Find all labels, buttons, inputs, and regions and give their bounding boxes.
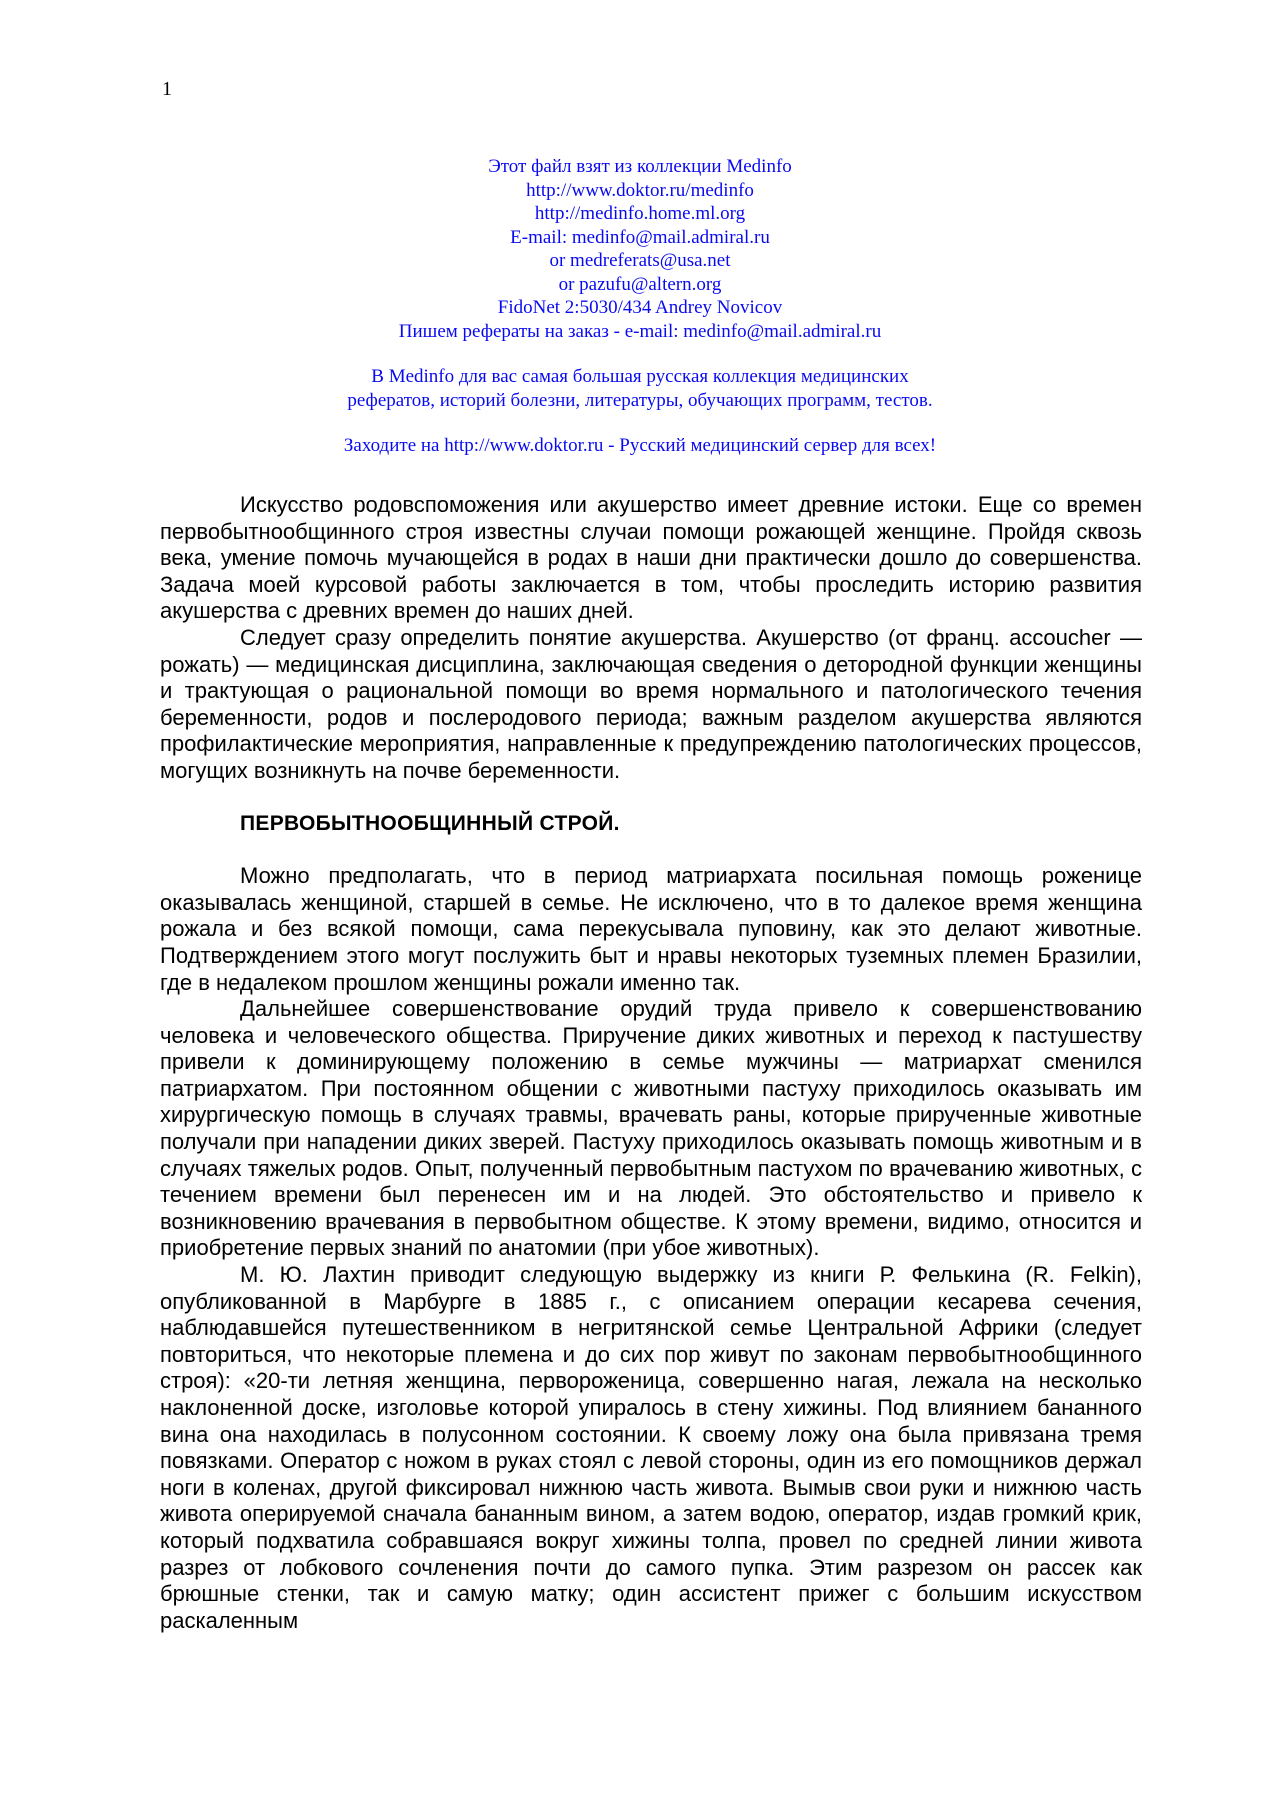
header-link[interactable]: http://www.doktor.ru/medinfo xyxy=(526,179,754,201)
visit-line: Заходите на http://www.doktor.ru - Русский медицинский сервер для всех! xyxy=(343,435,937,456)
header-email[interactable]: or medreferats@usa.net xyxy=(549,250,731,271)
header-line: Этот файл взят из коллекции Medinfo xyxy=(488,156,792,177)
header-email[interactable]: E-mail: medinfo@mail.admiral.ru xyxy=(510,226,770,248)
paragraph: Искусство родовспоможения или акушерство имеет древние истоки. Еще со времен первобытнообщинного строя известны случаи помощи рожающей женщине. Пройдя сквозь века, умение помочь мучающейся в родах в наши дни практически дошло до совершенства. Задача моей курсовой работы заключается в том, чтобы проследить историю развития акушерства с древних времен до наших дней. xyxy=(160,492,1142,624)
promo-line: рефератов, историй болезни, литературы, обучающих программ, тестов. xyxy=(347,389,933,411)
header-line: FidoNet 2:5030/434 Andrey Novicov xyxy=(497,297,783,318)
article-body xyxy=(160,492,1142,1634)
paragraph: М. Ю. Лахтин приводит следующую выдержку из книги Р. Фелькина (R. Felkin), опубликованной в Марбурге в 1885 г., с описанием операции кесарева сечения, наблюдавшейся путешественником в негритянской семье Центральной Африки (следует повториться, что некоторые племена и до сих пор живут по законам первобытнообщинного строя): «20-ти летняя женщина, первороженица, совершенно нагая, лежала на несколько наклоненной доске, изголовье которой упиралось в стену хижины. Под влиянием бананного вина она находилась в полусонном состоянии. К своему ложу она была привязана тремя повязками. Оператор с ножом в руках стоял с левой стороны, один из его помощников держал ноги в коленах, другой фиксировал нижнюю часть живота. Вымыв свои руки и нижнюю часть живота оперируемой сначала бананным вином, а затем водою, оператор, издав громкий крик, который подхватила собравшаяся вокруг хижины толпа, провел по средней линии живота разрез от лобкового сочленения почти до самого пупка. Этим разрезом он рассек как брюшные стенки, так и самую матку; один ассистент прижег с большим искусством раскаленным xyxy=(160,1262,1142,1633)
paragraph: Дальнейшее совершенствование орудий труда привело к совершенствованию человека и человеческого общества. Приручение диких животных и переход к пастушеству привели к доминирующему положению в семье мужчины — матриархат сменился патриархатом. При постоянном общении с животными пастуху приходилось оказывать им хирургическую помощь в случаях травмы, врачевать раны, которые прирученные животные получали при нападении диких зверей. Пастуху приходилось оказывать помощь животным и в случаях тяжелых родов. Опыт, полученный первобытным пастухом по врачеванию животных, с течением времени был перенесен им и на людей. Это обстоятельство и привело к возникновению врачевания в первобытном обществе. К этому времени, видимо, относится и приобретение первых знаний по анатомии (при убое животных). xyxy=(160,996,1142,1261)
header-email[interactable]: or pazufu@altern.org xyxy=(558,273,722,295)
section-title: ПЕРВОБЫТНООБЩИННЫЙ СТРОЙ. xyxy=(240,811,620,835)
collection-header xyxy=(160,155,1120,458)
header-link[interactable]: http://medinfo.home.ml.org xyxy=(534,203,746,224)
page-number: 1 xyxy=(162,78,172,100)
promo-line: В Medinfo для вас самая большая русская коллекция медицинских xyxy=(371,366,909,387)
paragraph: Следует сразу определить понятие акушерства. Акушерство (от франц. accoucher — рожать) — медицинская дисциплина, заключающая сведения о детородной функции женщины и трактующая о рациональной помощи во время нормального и патологического течения беременности, родов и послеродового периода; важным разделом акушерства являются профилактические мероприятия, направленные к предупреждению патологических процессов, могущих возникнуть на почве беременности. xyxy=(160,624,1142,783)
paragraph: Можно предполагать, что в период матриархата посильная помощь роженице оказывалась женщиной, старшей в семье. Не исключено, что в то далекое время женщина рожала и без всякой помощи, сама перекусывала пуповину, как это делают животные. Подтверждением этого могут послужить быт и нравы некоторых туземных племен Бразилии, где в недалеком прошлом женщины рожали именно так. xyxy=(160,863,1142,995)
header-line: Пишем рефераты на заказ - e-mail: medinfo@mail.admiral.ru xyxy=(398,320,882,342)
